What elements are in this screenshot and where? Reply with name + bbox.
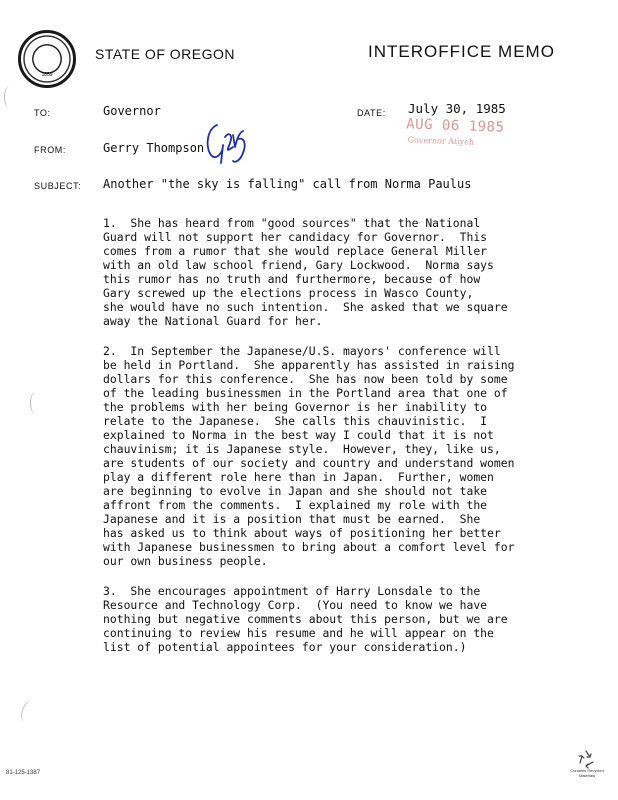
to-value: Governor xyxy=(103,104,161,118)
paragraph-1: 1. She has heard from "good sources" that the National Guard will not support her candidacy for Governor. This comes from a rumor that she would replace General Miller with an old law school friend, Gary Lockwood. Norma says this rumor has no truth and furthermore, because of how Gary screwed up the elections process in Wasco County, she would have no such intention. She asked that we square away the National Guard for her. xyxy=(103,216,508,328)
received-stamp xyxy=(406,116,505,147)
subject-value: Another "the sky is falling" call from Norma Paulus xyxy=(103,177,472,191)
seal-year: 1859 xyxy=(41,72,53,78)
org-name: STATE OF OREGON xyxy=(95,46,235,62)
subject-label: SUBJECT: xyxy=(34,181,82,191)
punch-hole-top xyxy=(4,86,15,108)
handwritten-initials xyxy=(203,117,249,167)
stamp-office: Governor Atiyeh xyxy=(407,135,475,147)
to-label: TO: xyxy=(34,108,51,118)
date-value: July 30, 1985 xyxy=(408,101,506,116)
memo-body xyxy=(103,216,583,670)
state-seal xyxy=(18,30,76,88)
date-label: DATE: xyxy=(357,108,386,118)
from-label: FROM: xyxy=(34,145,66,155)
punch-hole-bottom xyxy=(19,699,37,723)
recycle-label: Contains Recycled Materials xyxy=(570,768,604,778)
paragraph-2: 2. In September the Japanese/U.S. mayors' conference will be held in Portland. She apparently has assisted in raising dollars for this conference. She has now been told by some of the leading businessmen in the Portland area that one of the problems with her being Governor is her inability to relate to the Japanese. She calls this chauvinistic. I explained to Norma in the best way I could that it is not chauvinism; it is Japanese style. However, they, like us, are students of our society and country and understand women play a different role here than in Japan. Further, women are beginning to evolve in Japan and she should not take affront from the comments. I explained my role with the Japanese and it is a position that must be earned. She has asked us to think about ways of positioning her better with Japanese businessmen to bring about a comfort level for our own business people. xyxy=(103,344,515,568)
paragraph-3: 3. She encourages appointment of Harry Lonsdale to the Resource and Technology Corp. (You need to know we have nothing but negative comments about this person, but we are continuing to review his resume and he will appear on the list of potential appointees for your consideration.) xyxy=(103,584,508,654)
punch-hole-middle xyxy=(30,392,41,414)
from-value: Gerry Thompson xyxy=(103,141,205,155)
form-number: 81-125-1387 xyxy=(6,770,41,776)
recycle-icon xyxy=(575,748,597,770)
stamp-date: AUG 06 1985 xyxy=(405,116,505,136)
document-type: INTEROFFICE MEMO xyxy=(368,42,555,61)
